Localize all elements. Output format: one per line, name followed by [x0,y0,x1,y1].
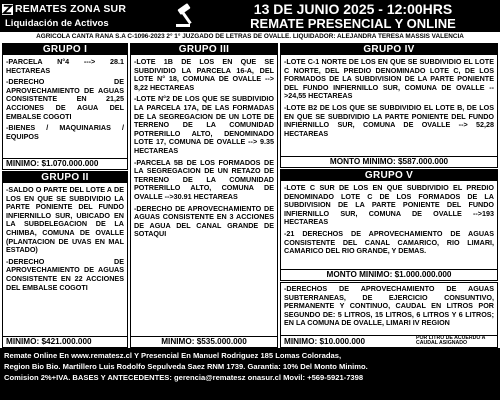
group-5-item: -21 DERECHOS DE APROVECHAMIENTO DE AGUAS CONSISTENTE DEL CANAL CAMARICO, RIO LIMARI, CAMARICO DEL RIO GRANDE, Y DEMAS. [284,228,494,256]
group-3-item: -LOTE 1B DE LOS EN QUE SE SUBDIVIDIO LA PARCELA 16-A, DEL LOTE N° 18, COMUNA DE OVALLE --> 8,22 HECTAREAS [134,57,274,92]
group-5-box [280,169,498,281]
gavel-icon [174,3,200,29]
footer-line-3: Comision 2%+IVA. BASES Y ANTECEDENTES: gerencia@rematesz onasur.cl Movil: +569-5921-7398 [4,373,364,382]
group-2-item: -SALDO O PARTE DEL LOTE A DE LOS EN QUE SE SUBDIVIDIO LA PARTE PONIENTE DEL FUNDO INFIERNILLO SUR, UBICADO EN LA SUBDELEGACION DE LA CHIMBA, COMUNA DE OVALLE (PLANTACION DE UVAS EN MAL ESTADO) [6,185,124,255]
group-5-minimum: MONTO MINIMO: $1.000.000.000 [281,269,497,280]
group-3-minimum: MINIMO: $535.000.000 [131,336,277,347]
group-4-minimum: MONTO MINIMO: $587.000.000 [281,156,497,167]
logo-mark-icon [2,4,13,15]
group-3-item: -DERECHO DE APROVECHAMIENTO DE AGUAS CONSISTENTE EN 3 ACCIONES DE AGUA DEL CANAL GRANDE DE SOTAQUI [134,203,274,239]
group-3-item: -PARCELA 5B DE LOS FORMADOS DE LA SEGREGACION DE UN RETAZO DE TERRENO DE LA COMUNIDAD POTRERILLO ALTO, COMUNA DE OVALLE -->30.91 HECTAREAS [134,157,274,201]
group-4-item: -LOTE C-1 NORTE DE LOS EN QUE SE SUBDIVIDIO EL LOTE C NORTE, DEL PREDIO DENOMINADO LOTE C, DE LOS FORMADOS DE LA SUBDIVISION DE LA PARTE PONIENTE DEL FUNDO INFIERNILLO SUR, COMUNA DE OVALLE -->24,55 HECTAREAS [284,57,494,101]
group-6-item: -DERECHOS DE APROVECHAMIENTO DE AGUAS SUBTERRANEAS, DE EJERCICIO CONSUNTIVO, PERMANENTE Y CONTINUO, CAUDAL EN LITROS POR SEGUNDO DE: 5 LITROS, 15 LITROS, 6 LITROS Y 6 LITROS; EN LA COMUNA DE OVALLE, LIMARI IV REGION [284,284,494,328]
brand-tagline: Liquidación de Activos [5,18,109,29]
group-2-minimum: MINIMO: $421.000.000 [3,336,127,347]
group-2-box [2,171,128,348]
group-1-minimum: MINIMO: $1.070.000.000 [3,158,127,169]
brand-logo [2,2,172,30]
group-6-minimum-note: POR LITRO DE ACUERDO A CAUDAL ASIGNADO [416,334,486,347]
group-4-box [280,43,498,168]
group-4-title: GRUPO IV [281,44,497,55]
group-6-box [280,282,498,348]
group-6-minimum [281,335,497,347]
group-1-box [2,43,128,170]
group-1-item: -PARCELA N°4 ---> 28.1 HECTAREAS [6,57,124,75]
group-3-item: -LOTE N°2 DE LOS QUE SE SUBDIVIDIO LA PARCELA 17A, DE LAS FORMADAS DE LA SEGREGACION DE UN LOTE DE TERRENO DE LA COMUNIDAD POTRERILLO ALTO, DENOMINADO LOTE 17, COMUNA DE OVALLE --> 9.35 HECTAREAS [134,94,274,155]
group-2-title: GRUPO II [3,172,127,183]
group-3-title: GRUPO III [131,44,277,55]
brand-name: REMATES ZONA SUR [15,3,127,15]
group-5-item: -LOTE C SUR DE LOS EN QUE SUBDIVIDIO EL PREDIO DENOMINADO LOTE C DE LOS FORMADOS DE LA SUBDIVISION DE LA PARTE PONIENTE DEL FUNDO INFIERNILLO SUR, COMUNA DE OVALLE -->193 HECTAREAS [284,183,494,227]
group-5-title: GRUPO V [281,170,497,181]
group-3-box [130,43,278,348]
footer-line-1: Remate Online En www.rematesz.cl Y Presencial En Manuel Rodriguez 185 Lomas Coloradas, [4,351,342,360]
footer-line-2: Region Bio Bio. Martillero Luis Rodolfo Sepulveda Saez RNM 1739. Garantia: 10% Del Monto Minimo. [4,362,368,371]
header-banner [0,0,500,32]
group-1-item: -BIENES / MAQUINARIAS / EQUIPOS [6,123,124,141]
auction-type: REMATE PRESENCIAL Y ONLINE [250,16,456,31]
group-1-title: GRUPO I [3,44,127,55]
group-1-item: -DERECHO DE APROVECHAMIENTO DE AGUAS CONSISTENTE EN 21,25 ACCIONES DE AGUA DEL EMBALSE COGOTI [6,77,124,121]
court-case-line: AGRICOLA CANTA RANA S.A C-1096-2023 2° 1° JUZGADO DE LETRAS DE OVALLE. LIQUIDADOR: ALEJANDRA TERESA MASSIS VALENCIA [36,33,464,40]
group-6-minimum-value: MINIMO: $10.000.000 [284,336,366,346]
auction-date: 13 DE JUNIO 2025 - 12:00HRS [253,1,453,17]
group-4-item: -LOTE B2 DE LOS QUE SE SUBDIVIDIO EL LOTE B, DE LOS EN QUE SE SUBDIVIDIO LA PARTE PONIENTE DEL FUNDO INFIERNILLO SUR, COMUNA DE OVALLE --> 52,28 HECTAREAS [284,102,494,138]
group-2-item: -DERECHO DE APROVECHAMIENTO DE AGUAS CONSISTENTE EN 22 ACCIONES DEL EMBALSE COGOTI [6,256,124,292]
footer-info [0,348,500,400]
